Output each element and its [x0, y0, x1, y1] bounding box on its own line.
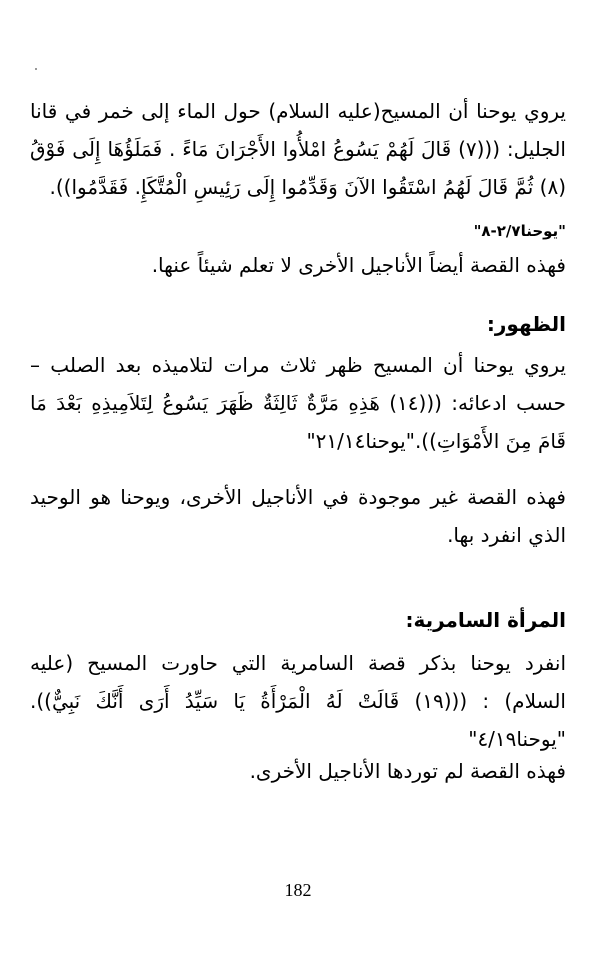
scan-speck [35, 68, 37, 70]
paragraph-samaritan-woman: انفرد يوحنا بذكر قصة السامرية التي حاورت المسيح (عليه السلام) : (((١٩) قَالَتْ لَهُ الْمَرْأَةُ يَا سَيِّدُ أَرَى أَنَّكَ نَبِيٌّ)). "يوحنا٤/١٩" [30, 651, 566, 751]
conclusion-cana: فهذه القصة أيضاً الأناجيل الأخرى لا تعلم شيئاً عنها. [151, 253, 566, 277]
conclusion-samaritan-woman: فهذه القصة لم توردها الأناجيل الأخرى. [249, 759, 566, 783]
conclusion-appearance: فهذه القصة غير موجودة في الأناجيل الأخرى، ويوحنا هو الوحيد الذي انفرد بها. [30, 485, 566, 547]
page-number: 182 [284, 880, 312, 900]
reference-john-2: "يوحنا٢/٧-٨" [473, 222, 566, 240]
heading-samaritan-woman: المرأة السامرية: [405, 608, 566, 632]
paragraph-cana-wedding: يروي يوحنا أن المسيح(عليه السلام) حول الماء إلى خمر في قانا الجليل: (((٧) قَالَ لَهُمْ يَسُوعُ امْلأُوا الأَجْرَانَ مَاءً . فَمَلَؤُهَا إِلَى فَوْقُ (٨) ثُمَّ قَالَ لَهُمُ اسْتَقُوا الآنَ وَقَدِّمُوا إِلَى رَئِيسِ الْمُتَّكَإِ. فَقَدَّمُوا)). [30, 99, 566, 199]
paragraph-appearance: يروي يوحنا أن المسيح ظهر ثلاث مرات لتلاميذه بعد الصلب – حسب ادعائه: (((١٤) هَذِهِ مَرَّةٌ ثَالِثَةٌ ظَهَرَ يَسُوعُ لِتَلاَمِيذِهِ بَعْدَ مَا قَامَ مِنَ الأَمْوَاتِ))."يوحنا٢١/١٤" [30, 353, 567, 453]
heading-appearance: الظهور: [486, 312, 566, 336]
